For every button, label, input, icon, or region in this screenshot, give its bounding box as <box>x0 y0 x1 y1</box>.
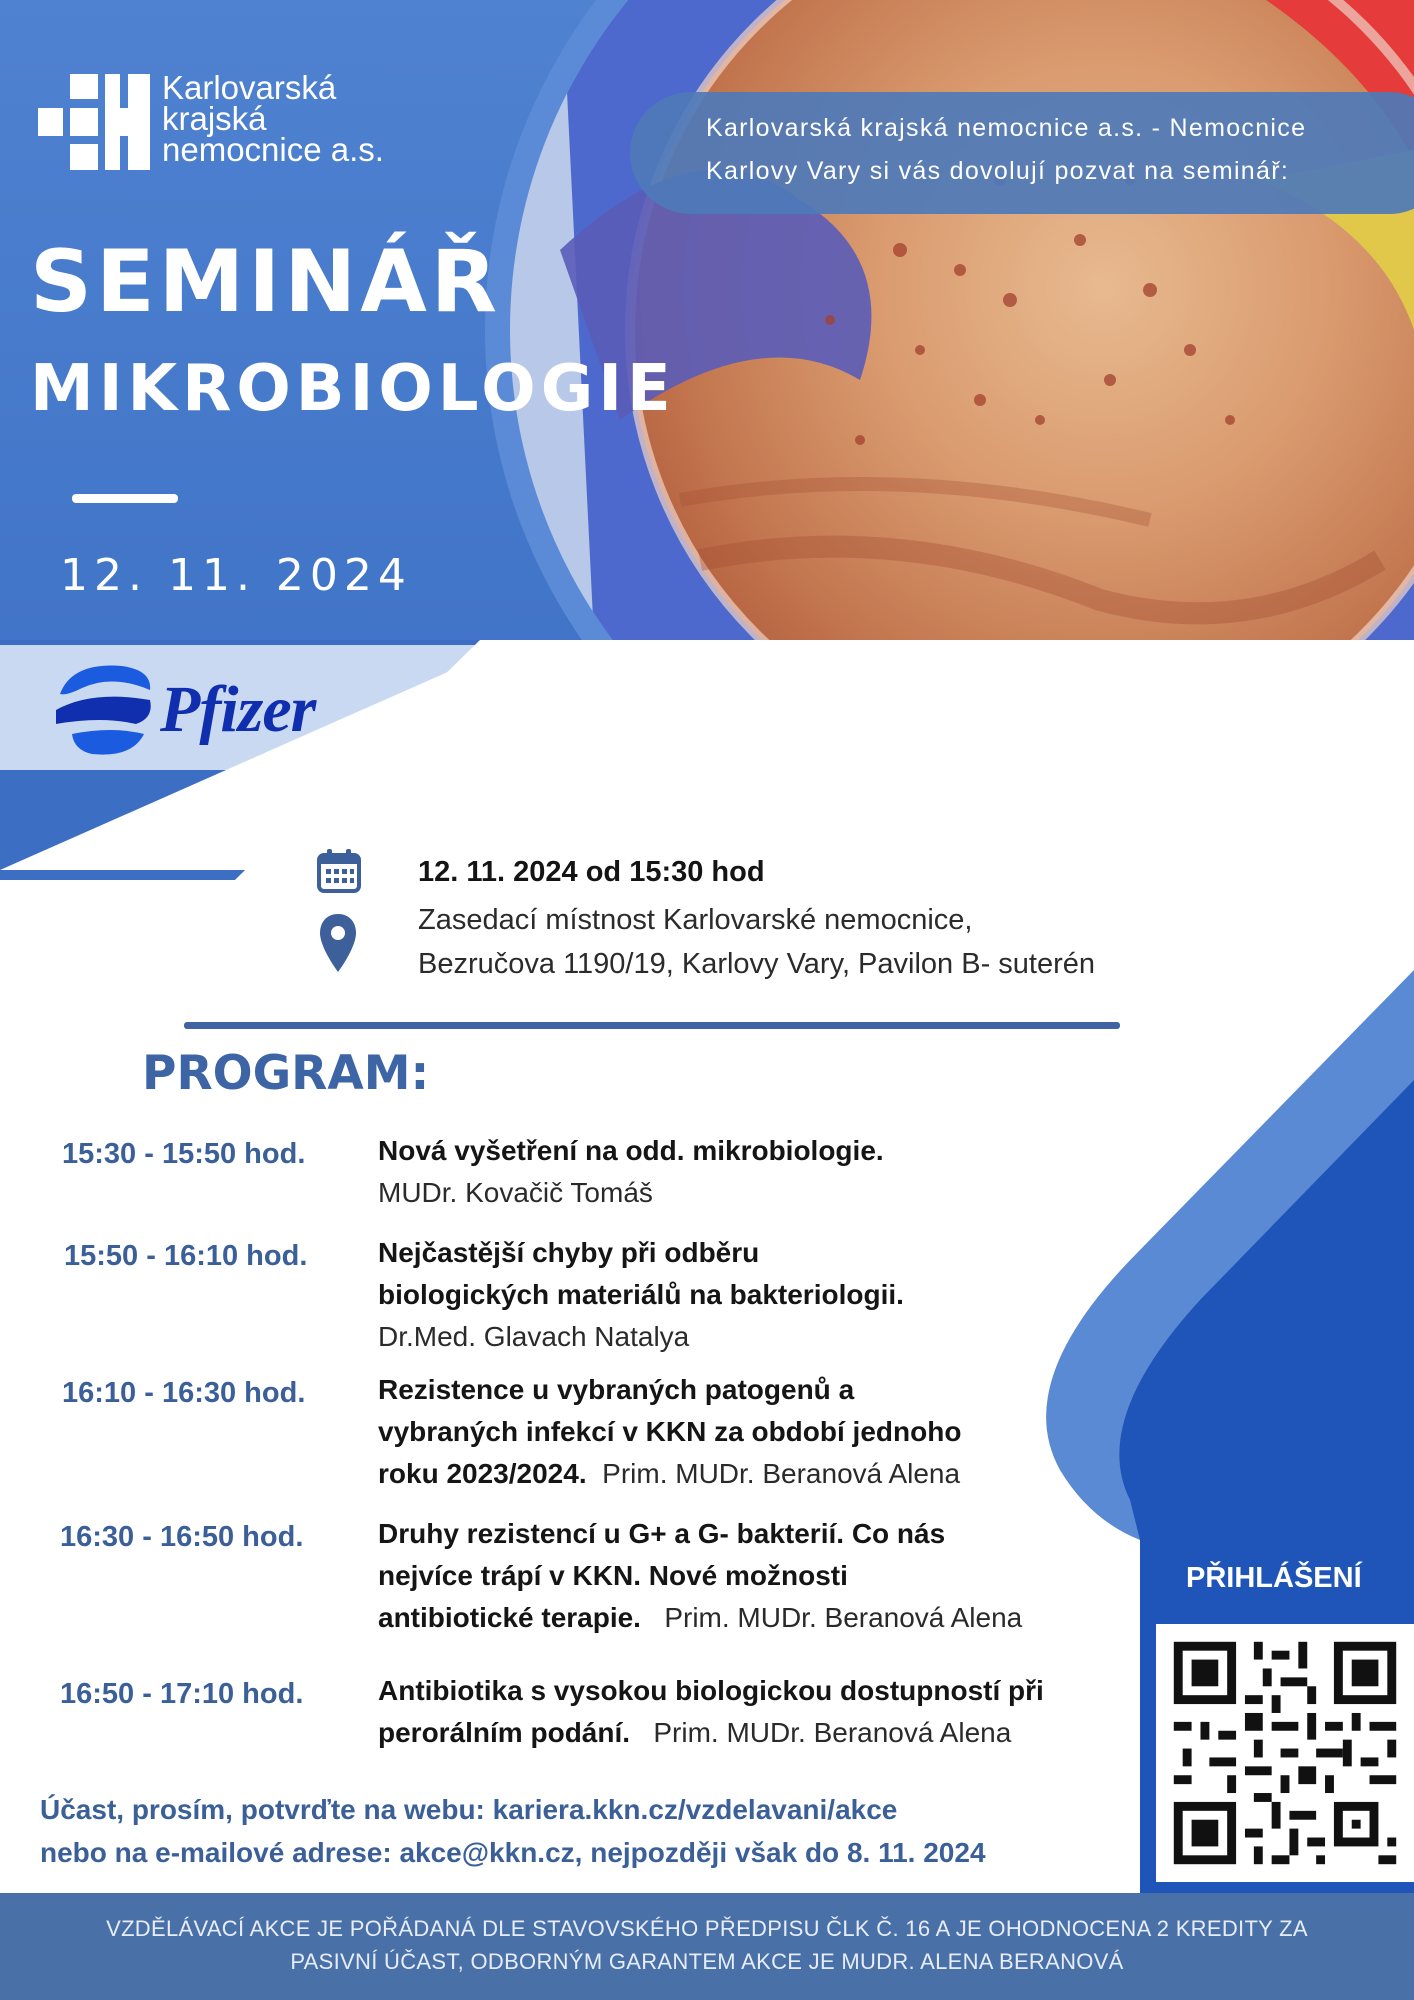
title-underline <box>72 494 178 503</box>
logo-line-3: nemocnice a.s. <box>162 131 384 168</box>
program-item-2: Nejčastější chyby při odběru biologických materiálů na bakteriologii. Dr.Med. Glavach Natalya <box>378 1232 1238 1358</box>
qr-code-icon <box>1156 1624 1414 1882</box>
speaker-4: Prim. MUDr. Beranová Alena <box>664 1602 1023 1633</box>
location-line-2: Bezručova 1190/19, Karlovy Vary, Pavilon B- suterén <box>418 948 1096 980</box>
logo-line-1: Karlovarská <box>162 69 337 106</box>
hospital-logo <box>38 69 398 172</box>
footer-line-1: VZDĚLÁVACÍ AKCE JE POŘÁDANÁ DLE STAVOVSKÉHO PŘEDPISU ČLK Č. 16 A JE OHODNOCENA 2 KREDITY ZA <box>106 1916 1308 1941</box>
pfizer-wordmark: Pfizer <box>160 673 316 746</box>
hospital-cross-icon <box>38 74 152 170</box>
program-item-5: Antibiotika s vysokou biologickou dostupností při perorálním podání. Prim. MUDr. Beranová Alena <box>378 1675 1044 1748</box>
qr-code[interactable] <box>1156 1624 1414 1882</box>
separator-line <box>184 1022 1120 1029</box>
hospital-logo-text <box>162 69 384 168</box>
speaker-5: Prim. MUDr. Beranová Alena <box>653 1717 1012 1748</box>
invitation-line-1: Karlovarská krajská nemocnice a.s. - Nemocnice <box>706 114 1307 142</box>
invitation-text <box>706 107 1306 193</box>
footer-line-2: PASIVNÍ ÚČAST, ODBORNÝM GARANTEM AKCE JE MUDR. ALENA BERANOVÁ <box>290 1949 1124 1974</box>
program-time-5: 16:50 - 17:10 hod. <box>60 1678 304 1710</box>
registration-line-1[interactable]: Účast, prosím, potvrďte na webu: kariera.kkn.cz/vzdelavani/akce <box>40 1794 898 1825</box>
pfizer-swirl-icon <box>52 654 160 762</box>
program-heading: PROGRAM: <box>142 1046 430 1101</box>
program-item-1: Nová vyšetření na odd. mikrobiologie. MUDr. Kovačič Tomáš <box>378 1130 1238 1214</box>
program-time-3: 16:10 - 16:30 hod. <box>62 1377 306 1409</box>
speaker-2: Dr.Med. Glavach Natalya <box>378 1321 690 1352</box>
invitation-line-2: Karlovy Vary si vás dovolují pozvat na seminář: <box>706 157 1290 185</box>
event-location <box>418 898 1095 986</box>
location-pin-icon <box>318 912 358 974</box>
program-item-4: Druhy rezistencí u G+ a G- bakterií. Co nás nejvíce trápí v KKN. Nové možnosti antibiotické terapie. Prim. MUDr. Beranová Alena <box>378 1518 1023 1633</box>
registration-text <box>40 1788 986 1874</box>
footer-text <box>0 1912 1414 1978</box>
event-datetime: 12. 11. 2024 od 15:30 hod <box>418 856 765 888</box>
program-item-3: Rezistence u vybraných patogenů a vybraných infekcí v KKN za období jednoho roku 2023/2024. Prim. MUDr. Beranová Alena <box>378 1374 962 1489</box>
program-time-1: 15:30 - 15:50 hod. <box>62 1138 306 1170</box>
pfizer-logo <box>52 650 372 770</box>
calendar-icon <box>316 848 362 894</box>
speaker-1: MUDr. Kovačič Tomáš <box>378 1177 653 1208</box>
logo-line-2: krajská <box>162 100 267 137</box>
title-subject: MIKROBIOLOGIE <box>30 352 676 426</box>
title-seminar: SEMINÁŘ <box>30 232 502 332</box>
registration-heading: PŘIHLÁŠENÍ <box>1186 1562 1362 1594</box>
event-date: 12. 11. 2024 <box>60 550 412 601</box>
program-time-2: 15:50 - 16:10 hod. <box>64 1240 308 1272</box>
program-time-4: 16:30 - 16:50 hod. <box>60 1521 304 1553</box>
location-line-1: Zasedací místnost Karlovarské nemocnice, <box>418 904 973 936</box>
registration-line-2[interactable]: nebo na e-mailové adrese: akce@kkn.cz, nejpozději však do 8. 11. 2024 <box>40 1837 986 1868</box>
speaker-3: Prim. MUDr. Beranová Alena <box>602 1458 961 1489</box>
